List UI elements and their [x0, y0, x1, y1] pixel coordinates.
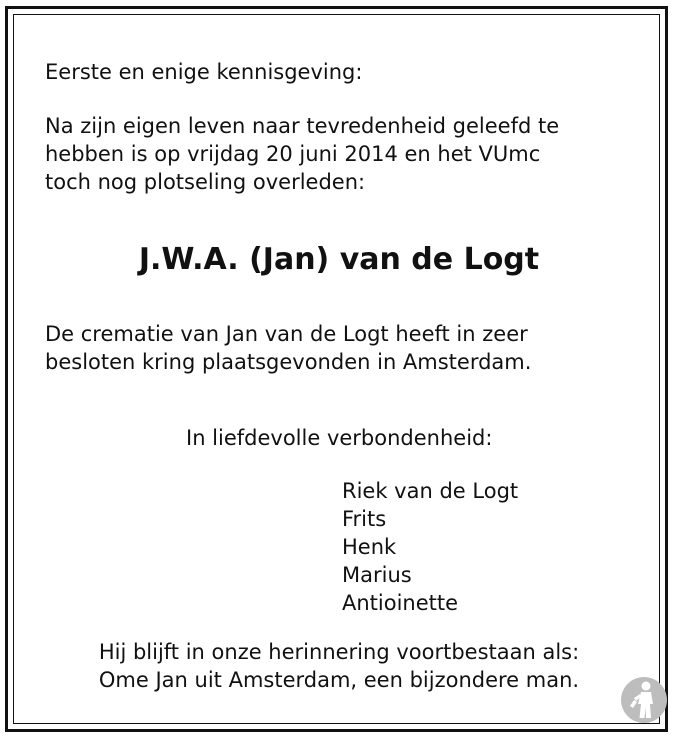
intro-line: Eerste en enige kennisgeving:	[45, 60, 363, 84]
signer-name: Henk	[342, 535, 397, 559]
cremation-line: besloten kring plaatsgevonden in Amsterdam.	[45, 350, 532, 374]
signer-name: Riek van de Logt	[342, 479, 519, 503]
deceased-name: J.W.A. (Jan) van de Logt	[138, 242, 540, 277]
closing-line: Ome Jan uit Amsterdam, een bijzondere man.	[98, 668, 580, 692]
announcement-line: Na zijn eigen leven naar tevredenheid geleefd te	[45, 114, 560, 138]
closing-line: Hij blijft in onze herinnering voortbestaan als:	[98, 640, 580, 664]
signers-list	[342, 477, 518, 617]
announcement-line: hebben is op vrijdag 20 juni 2014 en het VUmc	[45, 142, 541, 166]
announcement-line: toch nog plotseling overleden:	[45, 170, 366, 194]
signer-name: Antioinette	[342, 591, 459, 615]
affection-line: In liefdevolle verbondenheid:	[186, 426, 493, 450]
closing-text	[0, 638, 678, 694]
announcement-body	[45, 112, 559, 196]
cremation-line: De crematie van Jan van de Logt heeft in zeer	[45, 322, 528, 346]
signer-name: Marius	[342, 563, 412, 587]
memorial-figure-logo-icon	[620, 676, 668, 724]
cremation-text	[45, 320, 531, 376]
signer-name: Frits	[342, 507, 387, 531]
